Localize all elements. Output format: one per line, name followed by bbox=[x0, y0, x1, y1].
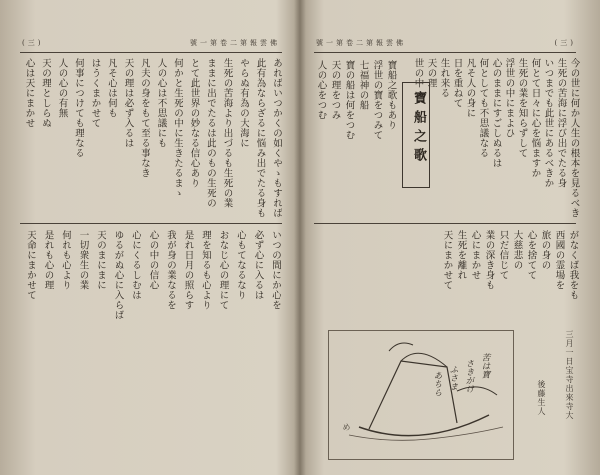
text-column: 何とて日々に心を悩ますか bbox=[529, 58, 541, 178]
text-column: 生死の苦海より出づるも生死の業 bbox=[221, 58, 233, 208]
text-column: 何れも心より bbox=[60, 230, 71, 290]
text-column: 寶の船は何をつむ bbox=[343, 60, 355, 140]
right-page bbox=[302, 0, 600, 475]
text-column: ゆるがぬ心に入らば bbox=[112, 230, 124, 320]
text-column: がなくば我をも bbox=[567, 230, 579, 300]
left-running-head-title: 號一第卷二第報雲佛 bbox=[190, 39, 280, 47]
text-column: 心の中の信心 bbox=[147, 230, 159, 290]
text-column: 天の理は必ず入るは bbox=[122, 58, 134, 148]
text-column: あればいつかくの如くやゝもすれば bbox=[271, 58, 282, 218]
text-column: 業の深き身も bbox=[483, 230, 495, 290]
text-column: 何かと生死の中に生きたるまゝ bbox=[172, 58, 183, 198]
sketch-caption-line: さきがけ bbox=[464, 359, 474, 393]
left-header-rule bbox=[20, 52, 282, 53]
section-title-box bbox=[402, 82, 430, 188]
text-column: 天にまかせて bbox=[441, 230, 453, 290]
text-column: はうくまかせて bbox=[89, 58, 101, 128]
text-column: 心を捨てて bbox=[525, 230, 537, 280]
decorative-stamp: 三月一日宝寺出來寺大 bbox=[565, 330, 574, 420]
text-column: 是れ日月の照らす bbox=[182, 230, 194, 310]
text-column: 心のままにすごしぬるは bbox=[490, 58, 502, 168]
right-running-head bbox=[316, 36, 576, 50]
right-middle-rule bbox=[314, 223, 576, 224]
text-column: 人の心をつむ bbox=[315, 60, 327, 120]
text-column: 心にくるしむは bbox=[130, 230, 141, 300]
text-column: 凡そ心は何も bbox=[106, 58, 117, 118]
sketch-caption-line: あちら bbox=[432, 371, 442, 397]
text-column: 只だ信じて bbox=[497, 230, 509, 280]
text-column: 一切衆生の業 bbox=[77, 230, 89, 290]
text-column: 西國の霊場を bbox=[553, 230, 565, 290]
text-column: おなじ心の理にて bbox=[217, 230, 229, 310]
text-column: 凡そ人の身に bbox=[464, 58, 476, 118]
text-column: いつまでも此世にあるべきか bbox=[542, 58, 554, 188]
text-column: 旅の身の bbox=[539, 230, 551, 270]
sketch-caption-line: 苦は寶 bbox=[480, 353, 490, 379]
text-column: 生死の業を知らずして bbox=[516, 58, 528, 158]
text-column: 心にまかせ bbox=[469, 230, 481, 280]
left-middle-rule bbox=[20, 223, 282, 224]
text-column: 心は天にまかせ bbox=[23, 58, 35, 128]
sketch-signature: め bbox=[342, 423, 351, 433]
left-page bbox=[0, 0, 298, 475]
text-column: 天の理をつみ bbox=[329, 60, 341, 120]
text-column: 人の心の有無 bbox=[56, 58, 68, 118]
right-page-number: (三) bbox=[554, 39, 576, 47]
text-column: 日を重ねて bbox=[451, 58, 463, 108]
text-column: 生死の苦海に浮び出でたる身 bbox=[555, 58, 567, 188]
text-column: やらぬ有為の大海に bbox=[238, 58, 249, 148]
text-column: 天の理 bbox=[425, 58, 437, 88]
side-label: 後藤生人 bbox=[537, 380, 546, 416]
sketch-caption-line: ふさま bbox=[448, 365, 458, 391]
text-column: 人の心は不思議にも bbox=[155, 58, 167, 148]
text-column: 天のまにまに bbox=[95, 230, 106, 290]
right-running-head-title: 號一第卷二第報雲佛 bbox=[316, 39, 406, 47]
text-column: 世の中 bbox=[412, 58, 424, 88]
section-title: 寶船之歌 bbox=[411, 91, 426, 167]
text-column: 心もてなるなり bbox=[235, 230, 246, 300]
text-column: 大慈悲の bbox=[511, 230, 523, 270]
text-column: 凡夫の身をもて至る事なき bbox=[139, 58, 150, 178]
text-column: 生死を離れ bbox=[455, 230, 467, 280]
left-page-number: (三) bbox=[22, 39, 44, 47]
right-header-rule bbox=[314, 52, 576, 53]
text-column: 何としても不思議なる bbox=[477, 58, 489, 158]
text-column: 是れも心の理 bbox=[42, 230, 54, 290]
text-column: とて此世界の妙なる信心あり bbox=[188, 58, 200, 188]
treasure-ship-sketch bbox=[328, 330, 514, 460]
text-column: 此有為ならざるに悩み出でたる身も bbox=[254, 58, 266, 218]
text-column: 今の世に何か人生の根本を見るべき bbox=[568, 58, 580, 218]
text-column: 生れ来る bbox=[438, 58, 450, 98]
left-running-head bbox=[22, 36, 280, 50]
text-column: 浮世の寶をつみて bbox=[371, 60, 383, 140]
text-column: 天の理としらぬ bbox=[40, 58, 51, 128]
text-column: 何事につけても理なる bbox=[73, 58, 84, 158]
text-column: ままに出でたるは此のもの生死の bbox=[205, 58, 216, 208]
text-column: 浮世の中にまよひ bbox=[503, 58, 515, 138]
text-column: 我が身の業なるを bbox=[165, 230, 176, 310]
text-column: いつの間にか心を bbox=[270, 230, 281, 310]
text-column: 必ず心に入るは bbox=[252, 230, 264, 300]
text-column: 七福神の船 bbox=[357, 60, 369, 110]
text-column: 天命にまかせて bbox=[25, 230, 36, 300]
text-column: 寶船之歌もあり bbox=[385, 60, 397, 130]
text-column: 理を知るも心より bbox=[200, 230, 211, 310]
